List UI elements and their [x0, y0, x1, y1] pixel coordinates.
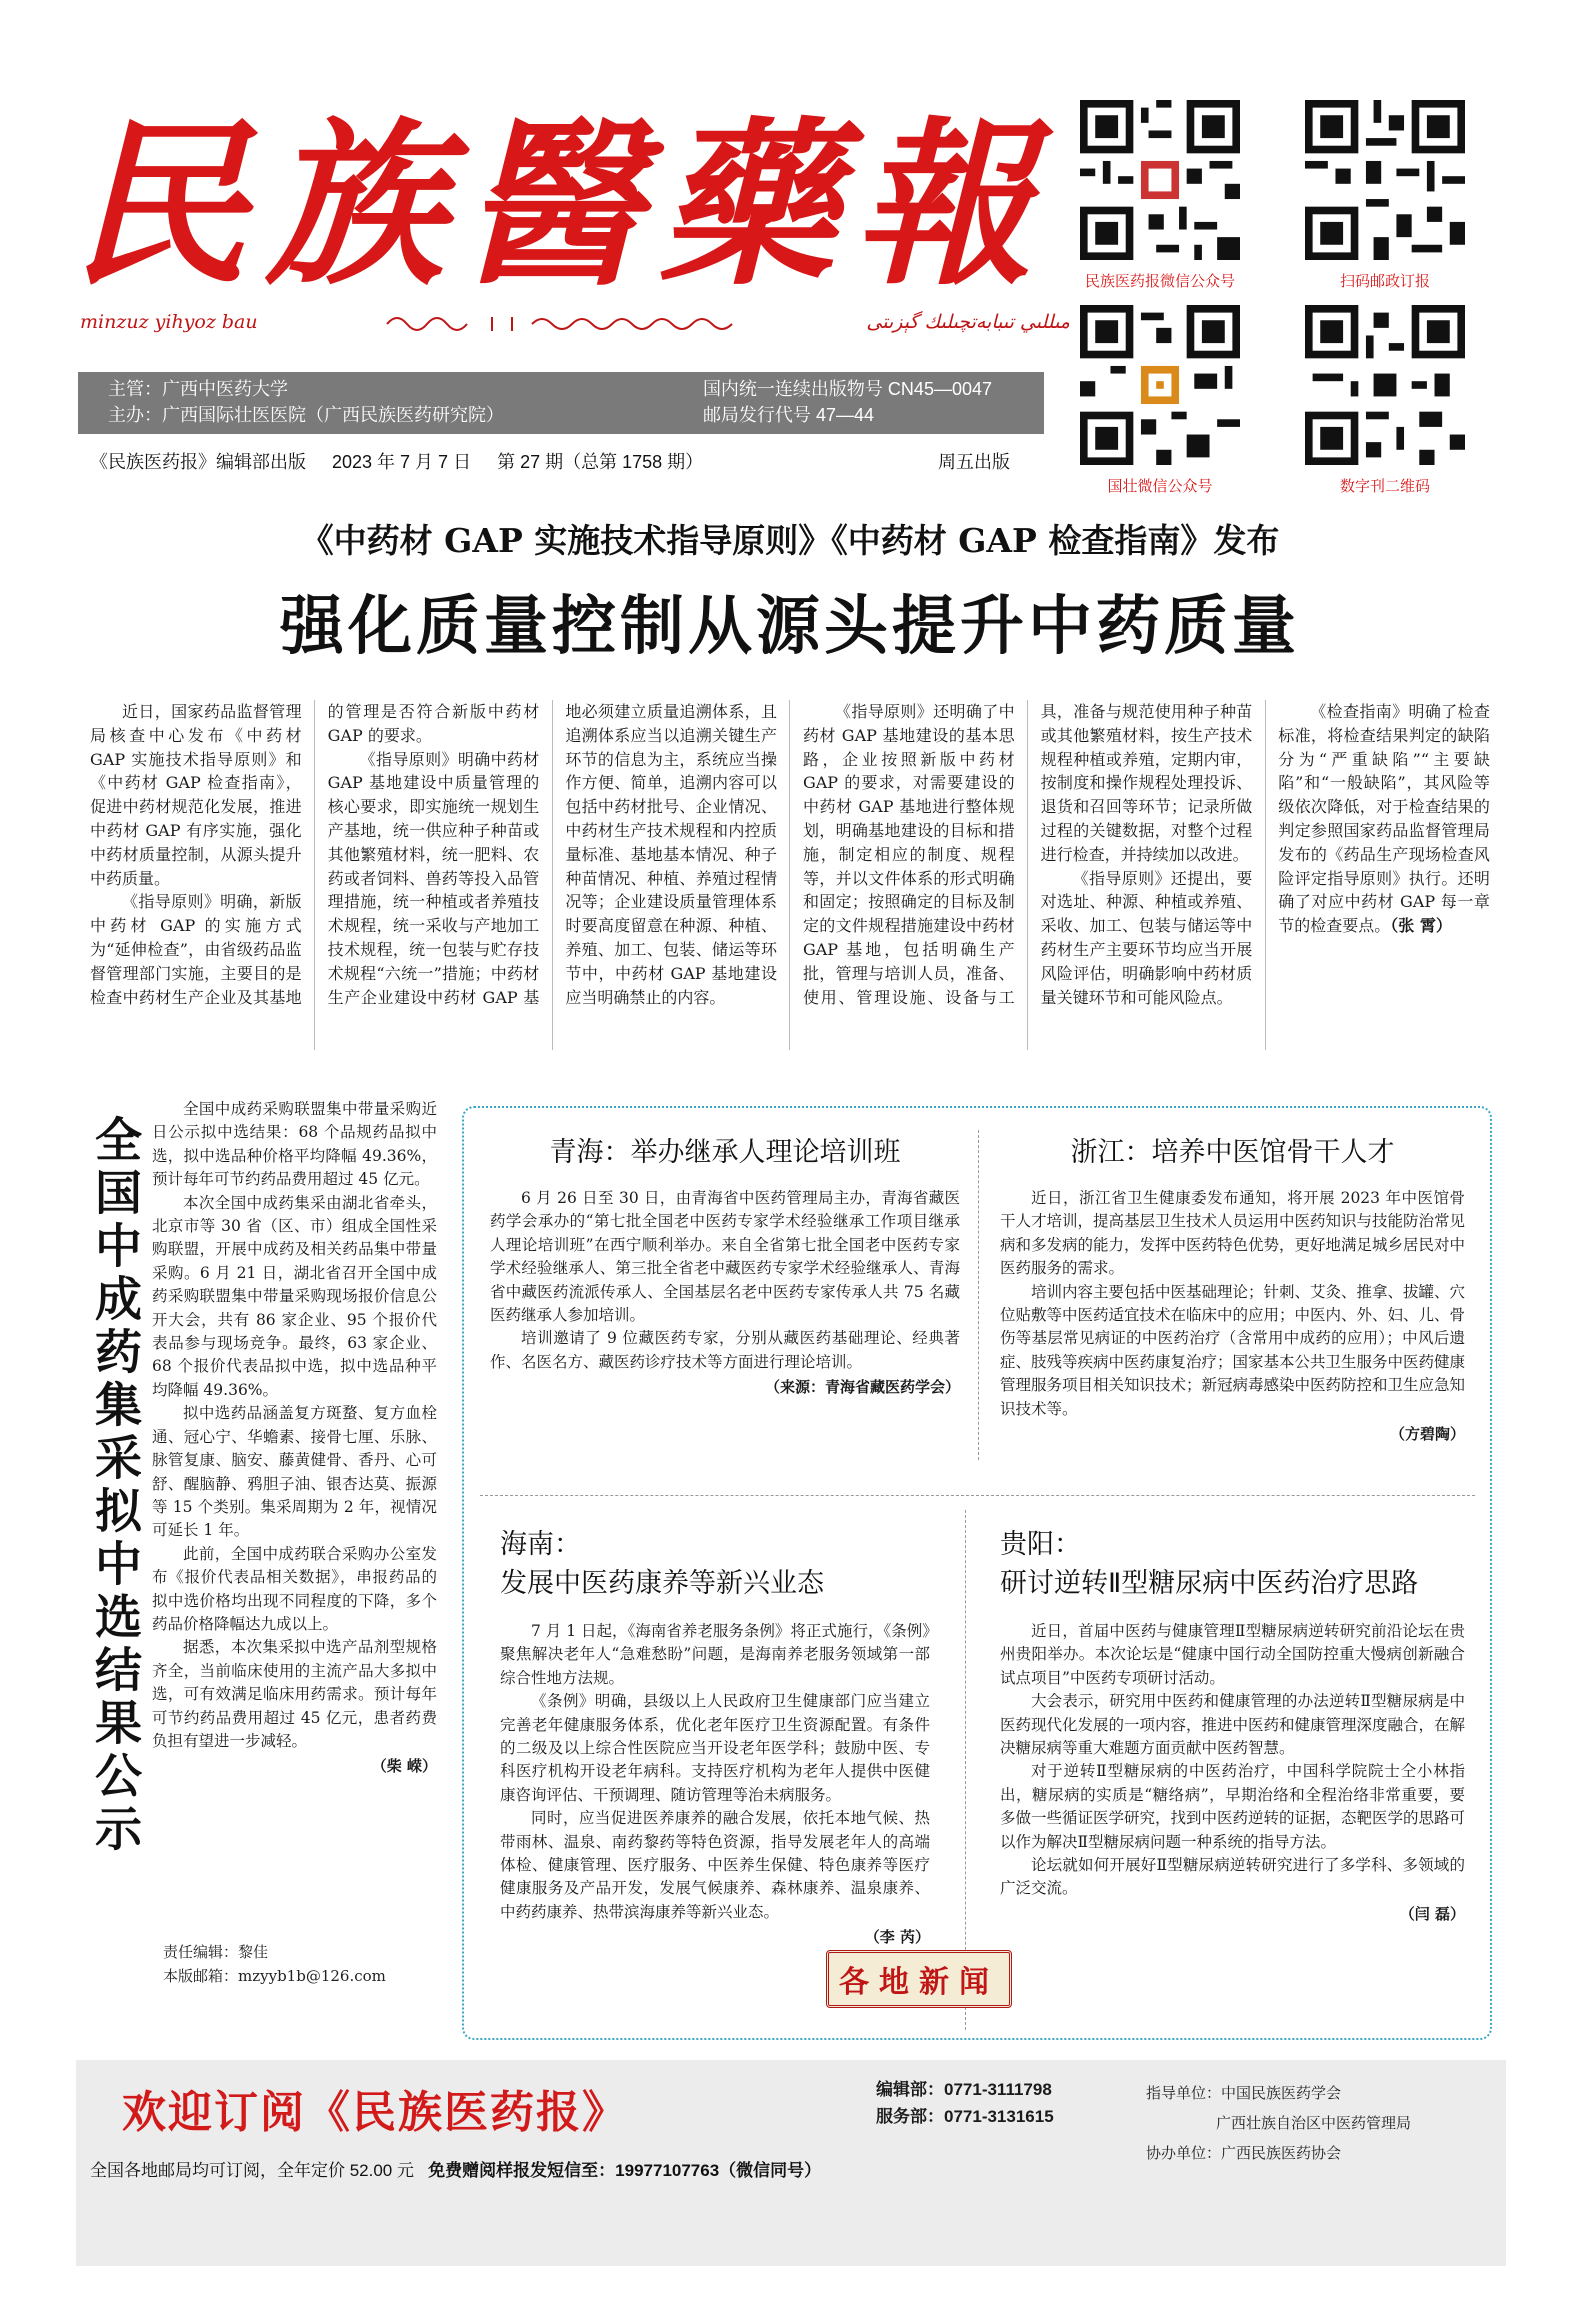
editor-name: 责任编辑：黎佳 — [163, 1943, 269, 1961]
qinghai-source: （来源：青海省藏医药学会） — [764, 1378, 960, 1397]
guide-unit: 指导单位：中国民族医药学会 — [1146, 2084, 1342, 2102]
lead-paragraph: 近日，国家药品监督管理局核查中心发布《中药材 GAP 实施技术指导原则》和《中药材 GAP 检查指南》，促进中药材规范化发展，推进中药材 GAP 有序实施，强化中药材质量控制，从源头提升中药质量。 — [90, 702, 302, 888]
guiyang-paragraph: 对于逆转Ⅱ型糖尿病的中医药治疗，中国科学院院士仝小林指出，糖尿病的实质是“糖络病”，早期治络和全程治络非常重要，要多做一些循证医学研究，找到中医药逆转的证据，态靶医学的思路可以作为解决Ⅱ型糖尿病问题一种系统的指导方法。 — [1000, 1762, 1466, 1851]
hainan-title-line2: 发展中医药康养等新兴业态 — [500, 1568, 824, 1598]
zhejiang-paragraph: 近日，浙江省卫生健康委发布通知，将开展 2023 年中医馆骨干人才培训，提高基层卫生技术人员运用中医药知识与技能防治常见病和多发病的能力，发挥中医药特色优势，更好地满足城乡居民对中医药服务的需求。 — [1000, 1189, 1466, 1278]
supervisor: 主管：广西中医药大学 — [108, 379, 288, 399]
procurement-paragraph: 本次全国中成药集采由湖北省牵头，北京市等 30 省（区、市）组成全国性采购联盟，开展中成药及相关药品集中带量采购。6 月 21 日，湖北省召开全国中成药采购联盟集中带量采购现场报价信息公开大会，共有 86 家企业、95 个报价代表品参与现场竞争。最终，63 家企业、68 个报价代表品拟中选，拟中选品种平均降幅 49.36%。 — [152, 1193, 437, 1399]
publisher: 《民族医药报》编辑部出版 — [90, 452, 306, 472]
hainan-story — [500, 1522, 945, 1947]
guiyang-byline: （闫 磊） — [1399, 1904, 1465, 1923]
procurement-title: 全国中成药集采拟中选结果公示 — [89, 1115, 142, 1857]
qr-wechat-block[interactable] — [1080, 100, 1240, 291]
lead-kicker: 《中药材 GAP 实施技术指导原则》《中药材 GAP 检查指南》发布 — [300, 521, 1280, 560]
row-divider — [480, 1495, 1475, 1496]
qr-code-icon[interactable] — [1080, 305, 1240, 465]
guiyang-title-line2: 研讨逆转Ⅱ型糖尿病中医药治疗思路 — [1000, 1568, 1419, 1598]
procurement-paragraph: 全国中成药采购联盟集中带量采购近日公示拟中选结果：68 个品规药品拟中选，拟中选品种价格平均降幅 49.36%，预计每年可节约药品费用超过 45 亿元。 — [152, 1100, 437, 1189]
footer-banner — [76, 2060, 1506, 2266]
pinyin-title: minzuz yihyoz bau — [80, 311, 258, 333]
lead-paragraph: 《检查指南》明确了检查标准，将检查结果判定的缺陷分为“严重缺陷”“主要缺陷”和“一般缺陷”，其风险等级依次降低，对于检查结果的判定参照国家药品监督管理局发布的《药品生产现场检查风险评定指导原则》执行。还明确了对应中药材 GAP 每一章节的检查要点。 — [1278, 702, 1490, 936]
subscribe-slogan: 欢迎订阅《民族医药报》 — [122, 2087, 628, 2138]
procurement-paragraph: 据悉，本次集采拟中选产品剂型规格齐全，当前临床使用的主流产品大多拟中选，可有效满足临床用药需求。预计每年可节约药品费用超过 45 亿元，患者药费负担有望进一步减轻。 — [152, 1638, 437, 1750]
guiyang-story — [1000, 1522, 1465, 1924]
contact-phones — [876, 2076, 1054, 2130]
qr-caption: 民族医药报微信公众号 — [1084, 273, 1235, 290]
hainan-byline: （李 芮） — [864, 1928, 930, 1947]
column-divider — [978, 1130, 979, 1460]
zhejiang-title: 浙江：培养中医馆骨干人才 — [1070, 1137, 1395, 1167]
guiyang-paragraph: 大会表示，研究用中医药和健康管理的办法逆转Ⅱ型糖尿病是中医药现代化发展的一项内容，推进中医药和健康管理深度融合，在解决糖尿病等重大难题方面贡献中医药智慧。 — [1000, 1692, 1466, 1758]
guiyang-title-line1: 贵阳： — [1000, 1529, 1081, 1559]
hainan-title-line1: 海南： — [500, 1529, 581, 1559]
masthead-info-band — [78, 372, 1044, 434]
serial-number: 国内统一连续出版物号 CN45—0047 — [702, 379, 992, 399]
qinghai-paragraph: 6 月 26 日至 30 日，由青海省中医药管理局主办，青海省藏医药学会承办的“第七批全国老中医药专家学术经验继承工作项目继承人理论培训班”在西宁顺利举办。来自全省第七批全国老中医药专家学术经验继承人、第三批全省老中藏医药专家学术经验继承人、青海省中藏医药流派传承人、全国基层名老中医药专家传承人共 75 名藏医药继承人参加培训。 — [490, 1189, 960, 1325]
lead-paragraph: 《指导原则》明确中药材 GAP 基地建设中质量管理的核心要求，即实施统一规划生产基地，统一供应种子种苗或其他繁殖材料，统一肥料、农药或者饲料、兽药等投入品管理措施，统一种植或者养殖技术规程，统一采收与产地加工技术规程，统一包装与贮存技术规程“六统一”措施；中药材生产企业建设中药材 GAP 基地必须建立质量追溯体系，且追溯体系应当以追溯关键生产环节的信息为主，系统应当操作方便、简单，追溯内容可以包括中药材批号、企业情况、中药材生产技术规程和内控质量标准、基地基本情况、种子种苗情况、种植、养殖过程情况等；企业建设质量管理体系时要高度留意在种源、种植、养殖、加工、包装、储运等环节中，中药材 GAP 基地建设应当明确禁止的内容。 — [327, 702, 777, 1007]
procurement-byline: （柴 嵘） — [371, 1757, 437, 1776]
subscription-info: 全国各地邮局均可订阅，全年定价 52.00 元 — [90, 2161, 414, 2180]
guide-unit-2: 广西壮族自治区中医药管理局 — [1216, 2114, 1412, 2132]
sample-hotline: 免费赠阅样报发短信至：19977107763（微信同号） — [428, 2161, 822, 2180]
lead-paragraph: 《指导原则》还提出，要对选址、种源、种植或养殖、采收、加工、包装与储运等中药材生产主要环节均应当开展风险评估，明确影响中药材质量关键环节和可能风险点。 — [1040, 868, 1253, 1007]
qr-code-icon[interactable] — [1305, 305, 1465, 465]
qr-caption: 数字刊二维码 — [1339, 478, 1430, 495]
masthead-scripts — [80, 302, 1070, 342]
lead-byline: （张 霄） — [1390, 916, 1452, 936]
qr-code-icon[interactable] — [1305, 100, 1465, 260]
hainan-paragraph: 同时，应当促进医养康养的融合发展，依托本地气候、热带雨林、温泉、南药黎药等特色资源，指导发展老年人的高端体检、健康管理、医疗服务、中医养生保健、特色康养等医疗健康服务及产品开发，发展气候康养、森林康养、温泉康养、中药药康养、热带滨海康养等新兴业态。 — [500, 1809, 930, 1921]
lead-headline: 强化质量控制从源头提升中药质量 — [280, 589, 1300, 664]
qr-subscribe-block[interactable] — [1305, 100, 1465, 291]
lead-paragraph: 《指导原则》明确，新版中药材 GAP 的实施方式为“延伸检查”，由省级药品监督管理部门实施，主要目的是检查中药材生产企业及其基地的管理是否符合新版中药材 GAP 的要求。 — [90, 702, 540, 1007]
qr-code-icon[interactable] — [1080, 100, 1240, 260]
regional-news-badge: 各地新闻 — [826, 1950, 1012, 2008]
arabic-title: مىللىي تىبابەتچىلىك گېزىتى — [866, 311, 1070, 333]
qr-caption: 扫码邮政订报 — [1339, 273, 1430, 290]
subscription-line — [90, 2156, 821, 2181]
issue-date: 2023 年 7 月 7 日 — [332, 452, 472, 472]
hainan-paragraph: 7 月 1 日起，《海南省养老服务条例》将正式施行，《条例》聚焦解决老年人“急难愁盼”问题，是海南养老服务领域第一部综合性地方法规。 — [500, 1622, 930, 1687]
mongolian-tibetan-script-mark — [382, 312, 742, 332]
zhejiang-paragraph: 培训内容主要包括中医基础理论；针刺、艾灸、推拿、拔罐、穴位贴敷等中医药适宜技术在临床中的应用；中医内、外、妇、儿、骨伤等基层常见病证的中医药治疗（含常用中成药的应用）；中风后遗症、肢残等疾病中医药康复治疗；国家基本公共卫生服务中医药健康管理服务项目相关知识技术；新冠病毒感染中医药防控和卫生应急知识技术等。 — [1000, 1282, 1466, 1418]
guiyang-paragraph: 近日，首届中医药与健康管理Ⅱ型糖尿病逆转研究前沿论坛在贵州贵阳举办。本次论坛是“健康中国行动全国防控重大慢病创新融合试点项目”中医药专项研讨活动。 — [1000, 1622, 1465, 1687]
service-phone: 服务部：0771-3131615 — [876, 2107, 1054, 2126]
qinghai-title: 青海：举办继承人理论培训班 — [549, 1137, 901, 1167]
issue-number: 第 27 期（总第 1758 期） — [497, 452, 704, 472]
assist-unit: 协办单位：广西民族医药协会 — [1146, 2144, 1342, 2162]
zhejiang-story — [1000, 1130, 1465, 1444]
postal-code: 邮局发行代号 47—44 — [702, 405, 874, 425]
zhejiang-byline: （方碧陶） — [1389, 1425, 1465, 1444]
lead-article-body — [90, 700, 1490, 1050]
sponsor: 主办：广西国际壮医医院（广西民族医药研究院） — [108, 405, 504, 425]
qr-caption: 国壮微信公众号 — [1107, 478, 1213, 495]
procurement-paragraph: 此前，全国中成药联合采购办公室发布《报价代表品相关数据》，串报药品的拟中选价格均出现不同程度的下降，多个药品价格降幅达九成以上。 — [152, 1544, 437, 1633]
procurement-body — [152, 1098, 437, 1948]
guiding-units — [1146, 2078, 1411, 2168]
guiyang-paragraph: 论坛就如何开展好Ⅱ型糖尿病逆转研究进行了多学科、多领域的广泛交流。 — [1000, 1856, 1465, 1898]
editor-email: 本版邮箱：mzyyb1b@126.com — [163, 1967, 386, 1985]
editor-credits — [163, 1940, 386, 1988]
procurement-paragraph: 拟中选药品涵盖复方斑蝥、复方血栓通、冠心宁、华蟾素、接骨七厘、乐脉、脉管复康、脑安、藤黄健骨、香丹、心可舒、醒脑静、鸦胆子油、银杏达莫、振源等 15 个类别。集采周期为 2 年，视情况可延长 1 年。 — [152, 1404, 437, 1540]
qinghai-paragraph: 培训邀请了 9 位藏医药专家，分别从藏医药基础理论、经典著作、名医名方、藏医药诊疗技术等方面进行理论培训。 — [490, 1329, 960, 1371]
lead-paragraph: 《指导原则》还明确了中药材 GAP 基地建设的基本思路，企业按照新版中药材 GAP 的要求，对需要建设的中药材 GAP 基地进行整体规划，明确基地建设的目标和措施，制定相应的制度、规程等，并以文件体系的形式明确和固定；按照确定的目标及制定的文件规程措施建设中药材 GAP 基地，包括明确生产批，管理与培训人员，准备、使用、管理设施、设备与工具，准备与规范使用种子种苗或其他繁殖材料，按生产技术规程种植或养殖，定期内审，按制度和操作规程处理投诉、退货和召回等环节；记录所做过程的关键数据，对整个过程进行检查，并持续加以改进。 — [802, 702, 1253, 1007]
qr-digital-block[interactable] — [1305, 305, 1465, 496]
editorial-phone: 编辑部：0771-3111798 — [876, 2080, 1052, 2099]
qr-guozhuang-block[interactable] — [1080, 305, 1240, 496]
issue-line — [90, 446, 1050, 476]
hainan-paragraph: 《条例》明确，县级以上人民政府卫生健康部门应当建立完善老年健康服务体系，优化老年医疗卫生资源配置。有条件的二级及以上综合性医院应当开设老年医学科；鼓励中医、专科医疗机构开设老年病科。支持医疗机构为老年人提供中医健康咨询评估、干预调理、随访管理等治未病服务。 — [500, 1692, 930, 1804]
issue-weekday: 周五出版 — [938, 452, 1010, 472]
masthead-title: 民族醫藥報 — [70, 100, 1050, 309]
qinghai-story — [490, 1130, 960, 1397]
